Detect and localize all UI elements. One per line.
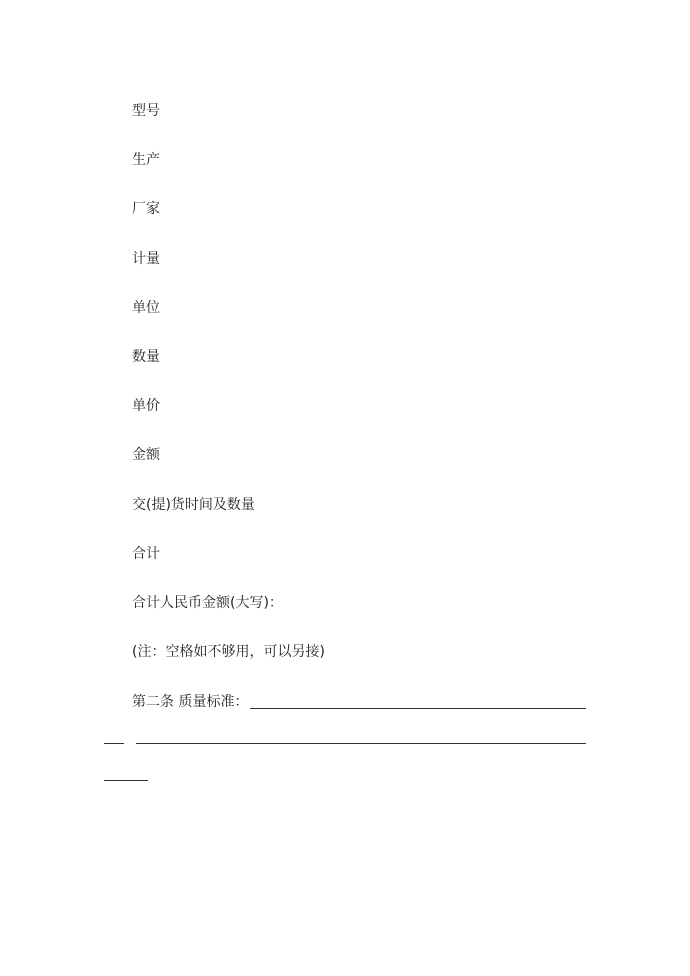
field-delivery-time: 交(提)货时间及数量	[132, 497, 255, 513]
field-unit-price: 单价	[132, 398, 160, 414]
field-quantity: 数量	[132, 349, 160, 365]
field-total-rmb-uppercase: 合计人民币金额(大写)：	[132, 595, 283, 611]
fill-in-blank-line	[136, 743, 586, 744]
field-model: 型号	[132, 103, 160, 119]
field-measure: 计量	[132, 251, 160, 267]
field-total: 合计	[132, 546, 160, 562]
fill-in-blank-line	[104, 743, 124, 744]
fill-in-blank-line	[104, 780, 148, 781]
clause-2-quality-standard: 第二条 质量标准：	[132, 694, 249, 710]
note-text: (注：空格如不够用，可以另接)	[132, 644, 325, 660]
field-unit: 单位	[132, 300, 160, 316]
fill-in-blank-line	[250, 708, 586, 709]
field-amount: 金额	[132, 447, 160, 463]
field-production: 生产	[132, 152, 160, 168]
field-manufacturer: 厂家	[132, 201, 160, 217]
